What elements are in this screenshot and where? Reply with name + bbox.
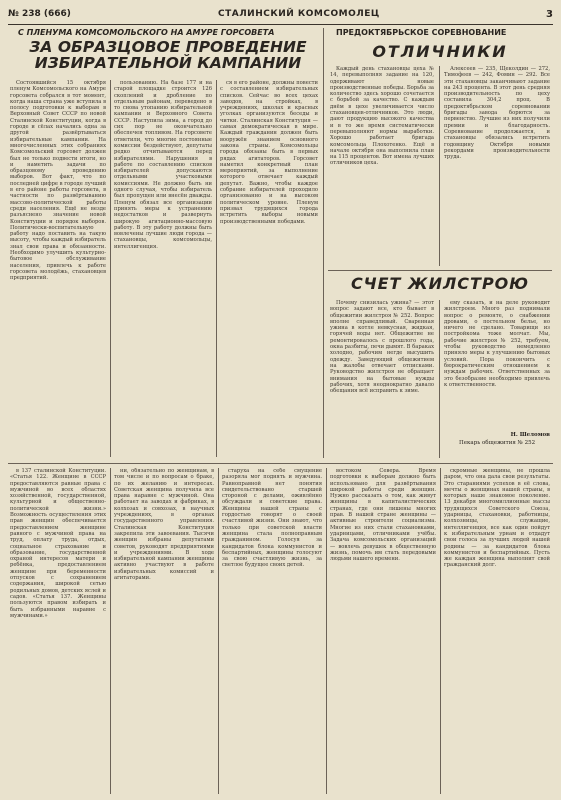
column-rule bbox=[439, 300, 440, 458]
competition-kicker: ПРЕДОКТЯБРЬСКОЕ СОРЕВНОВАНИЕ bbox=[336, 28, 507, 37]
housing-column-1 bbox=[330, 300, 434, 458]
column-rule bbox=[218, 468, 219, 794]
housing-footnote: Пекарь общежития № 252 bbox=[458, 440, 536, 446]
constitution-column-5 bbox=[444, 468, 550, 794]
column-rule bbox=[110, 468, 111, 794]
plenum-column-3-text: ся в его районе, должны повести с составлением избирательных списков. Сейчас во всех цехах заводов, на стройках, в учреждениях, школах и красных уголках организуются беседы и читки. Сталинская Конституция — самая демократическая в мире. Каждый гражданин должен быть вооружён знанием основного закона страны. Комсомольцы города обязаны быть в первых рядах агитаторов. Горсовет наметил конкретный план мероприятий, за выполнение которого отвечает каждый депутат. Важно, чтобы каждое собрание избирателей проходило организованно и на высоком политическом уровне. Пленум призвал трудящихся города встретить выборы новыми производственными победами. bbox=[220, 80, 318, 225]
column-rule bbox=[326, 468, 327, 794]
constitution-column-2-text: ни, обязательно по женщинам, в том числе и по вопросам о браке, по их желанию и интересах. Советская женщина получила все права наравне с мужчиной. Она работает на заводах и фабриках, в колхозах и совхозах, в научных учреждениях, в органах государственного управления. Сталинская Конституция закрепила эти завоевания. Тысячи женщин избраны депутатами советов, руководят предприятиями и учреждениями. В ходе избирательной кампании женщины активно участвуют в работе избирательных комиссий и агитаторами. bbox=[114, 468, 214, 582]
housing-column-1-text: Почему снизилась ужина? — этот вопрос задают все, кто бывает в общежитии жилстроя № 252. Вопрос вполне справедливый. Сваренная ужина в котле невкусная, жидкая, горячей воды нет. Общежитие не ремонтировалось с прошлого года, окна разбиты, печи дымят. В бараках холодно, рабочим негде высушить одежду. Заведующий общежитием на жалобы отвечает отписками. Руководство жилстроя не обращает внимания на бытовые нужды рабочих, хотя неоднократно давало обещания всё исправить к зиме. bbox=[330, 300, 434, 395]
plenum-headline: ЗА ОБРАЗЦОВОЕ ПРОВЕДЕНИЕ ИЗБИРАТЕЛЬНОЙ КАМПАНИИ bbox=[29, 38, 307, 72]
section-rule bbox=[323, 28, 324, 458]
plenum-column-1 bbox=[10, 80, 106, 457]
constitution-column-5-text: скромные женщины, не прошла даром, что она дала свои результаты. Это стараниями успехов в её слова, мечты о женщинах нашей страны, в которых наше знакомое поколение. 13 декабря многомиллионные массы трудящихся Советского Союза, ударницы, стахановки, работницы, колхозницы, служащие, интеллигенция, все как один пойдут к избирательным урнам и отдадут свои голоса за лучших людей нашей родины — за кандидатов блока коммунистов и беспартийных. Пусть же каждая женщина выполнит свой гражданский долг. bbox=[444, 468, 550, 569]
column-rule bbox=[110, 80, 111, 457]
constitution-column-4-text: востоком Севера. Время подготовки к выборам должно быть использовано для развёртывания широкой работы среди женщин. Нужно рассказать о том, как живут женщины в капиталистических странах, где они лишены многих прав. В нашей стране женщины — активные строители социализма. Многие из них стали стахановками, ударницами, отличниками учёбы. Задача комсомольских организаций — вовлечь девушек в общественную жизнь, помочь им стать передовыми людьми нашего времени. bbox=[330, 468, 436, 563]
constitution-column-1 bbox=[10, 468, 106, 794]
housing-column-2-body bbox=[444, 300, 550, 430]
plenum-column-3 bbox=[220, 80, 318, 457]
column-rule bbox=[216, 80, 217, 457]
constitution-column-1-text: в 137 сталинской Конституции. «Статья 122. Женщине в СССР предоставляются равные права с мужчиной во всех областях хозяйственной, государственной, культурной и общественно-политической жизни.» Возможность осуществления этих прав женщин обеспечивается предоставлением женщине равного с мужчиной права на труд, оплату труда, отдых, социальное страхование и образование, государственной охраной интересов матери и ребёнка, предоставлением женщине при беременности отпусков с сохранением содержания, широкой сетью родильных домов, детских яслей и садов. «Статья 137. Женщины пользуются правом избирать и быть избранными наравне с мужчинами.» bbox=[10, 468, 106, 619]
column-rule bbox=[440, 468, 441, 794]
plenum-column-1-text: Состоявшийся 15 октября пленум Комсомольского на Амуре горсовета собрался в тот момент, когда наша страна уже вступила в полосу подготовки к выборам в Верховный Совет СССР по новой Сталинской Конституции, когда в городе и сёлах начались одна за другой развёртываться избирательные кампании. На многочисленных этих собраниях Комсомольский горсовет должен был не только подвести итоги, но и наметить задачи по образцовому проведению выборов. Вот факт, что по последней цифре в городе лучший в его районе работы горсовета, в частности по развёртыванию массово-политической работы среди населения. Ещё не везде разъяснено значение новой Конституции и порядок выборов. Политически-воспитательную работу надо поставить на такую высоту, чтобы каждый избиратель знал свои права и обязанности. Необходимо улучшить культурно-бытовое обслуживание населения, привлечь к работе горсовета молодёжь, стахановцев предприятий. bbox=[10, 80, 106, 282]
constitution-column-3 bbox=[222, 468, 322, 794]
section-rule bbox=[8, 463, 553, 464]
constitution-column-2 bbox=[114, 468, 214, 794]
page-number: 3 bbox=[546, 9, 553, 20]
competition-column-1-text: Каждый день стахановцы цеха № 14, перевыполняя задание на 120, одерживают новые производственные победы. Борьба за количество здесь хорошо сочетается с борьбой за качество. С каждым днём в цехе увеличивается число стахановцев-отличников. Это люди, дают продукцию высокого качества и в то же время систематически перевыполняют нормы выработки. Хорошо работает бригада комсомольца Плохотенко. Ещё в начале октября она выполнила план на 115 процентов. Вот имена лучших отличников цеха. bbox=[330, 66, 434, 167]
plenum-column-2 bbox=[114, 80, 212, 457]
issue-number: № 238 (666) bbox=[8, 9, 71, 19]
masthead bbox=[8, 8, 553, 25]
constitution-column-3-text: старуха на себе смущение разоряла мог поднять и мужчина. Равноправной нет понятия свидетельствовано старшей стороной с делами, оживлённо обсуждали и советские права. Женщины нашей страны с гордостью говорят о своей счастливой жизни. Они знают, что только при советской власти женщина стала полноправным гражданином. Голосуя за кандидатов блока коммунистов и беспартийных, женщины голосуют за свою счастливую жизнь, за светлое будущее своих детей. bbox=[222, 468, 322, 569]
housing-headline: СЧЕТ ЖИЛСТРОЮ bbox=[350, 274, 530, 293]
competition-column-2 bbox=[444, 66, 550, 266]
housing-column-2 bbox=[444, 300, 550, 458]
column-rule bbox=[439, 66, 440, 266]
section-rule bbox=[328, 270, 552, 271]
constitution-column-4 bbox=[330, 468, 436, 794]
plenum-column-2-text: пользованию. На базе 177 и на старой площадке строится 126 скоплений и дробление по отдельным районам, переведено в то снова утопанию избирательной кампании и Верховного Совета СССР. Наступила зима, а город до сих пор не окончательно обеспечен топливом. На горсовете отметили, что многие постоянные комиссии бездействуют, депутаты редко отчитываются перед избирателями. Нарушения в работе по составлению списков избирателей допускаются отдельными участковыми комиссиями. Не должно быть ни одного случая, чтобы избиратель был пропущен или внесён дважды. Пленум обязал все организации принять меры к устранению недостатков и развернуть широкую агитационно-массовую работу. В эту работу должны быть вовлечены лучшие люди города — стахановцы, комсомольцы, интеллигенция. bbox=[114, 80, 212, 250]
newspaper-name: СТАЛИНСКИЙ КОМСОМОЛЕЦ bbox=[218, 9, 380, 19]
competition-headline: ОТЛИЧНИКИ bbox=[372, 42, 508, 61]
competition-column-2-text: Алексеев — 235, Щеколдин — 272, Тимофеев — 242, Фомин — 292. Все эти стахановцы заканчивают задание на 243 процента. В этот день средняя производительность по цеху составила 304,2 проц. В предоктябрьском соревновании бригады завода борются за первенство. Лучшие из них получили премии и благодарность. Соревнование продолжается, и стахановцы обязались встретить годовщину Октября новыми рекордами производительности труда. bbox=[444, 66, 550, 161]
plenum-kicker: С ПЛЕНУМА КОМСОМОЛЬСКОГО НА АМУРЕ ГОРСОВЕТА bbox=[18, 28, 275, 37]
housing-signature: Н. Шеломов bbox=[510, 432, 550, 438]
competition-column-1 bbox=[330, 66, 434, 266]
housing-column-2-text: ему сказать, и на деле руководит жилстроем. Много раз поднимали вопрос о ремонте, о снабжении дровами, о постельном белье, но ничего не сделано. Товарищи из постройкома тоже молчат. Мы, рабочие жилстроя № 252, требуем, чтобы руководство немедленно приняло меры к улучшению бытовых условий. Пора покончить с бюрократическим отношением к нуждам рабочих. Ответственных за это безобразие необходимо привлечь к ответственности. bbox=[444, 300, 550, 388]
